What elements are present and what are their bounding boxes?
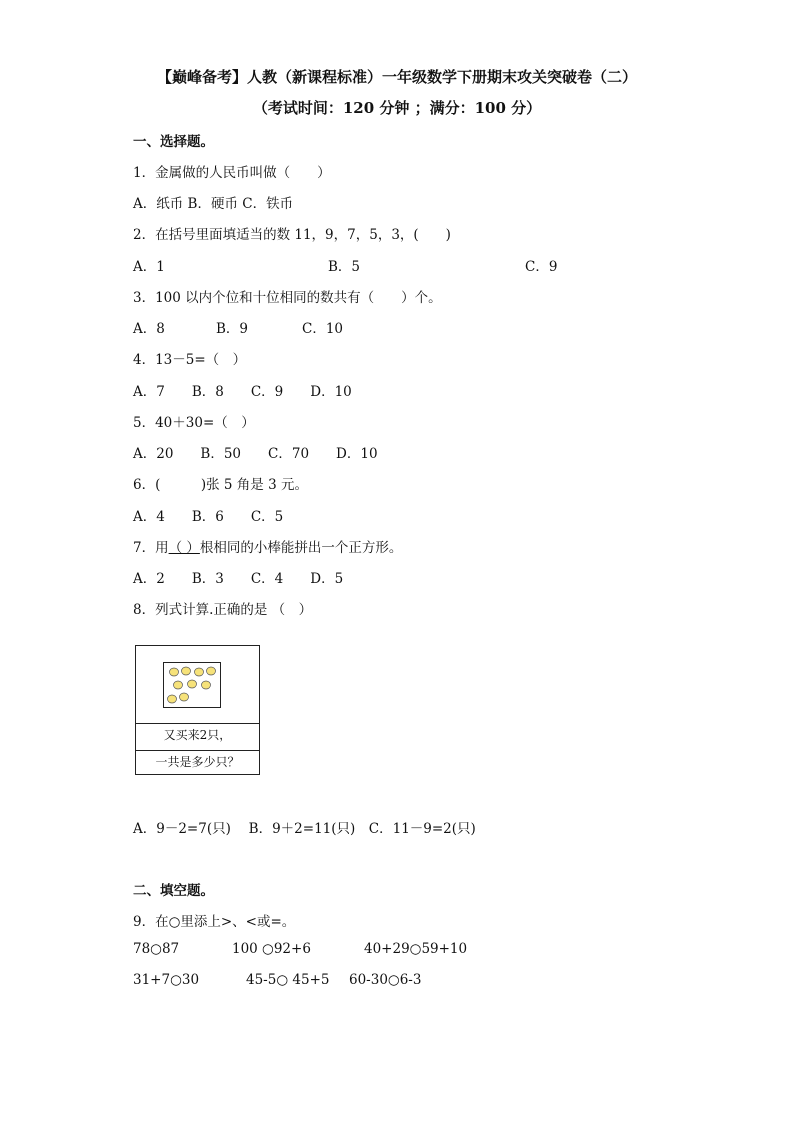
question-2-option-a: A．1 <box>133 259 165 275</box>
figure-caption-bought: 又买来2只， <box>136 723 259 746</box>
question-2-option-c: C．9 <box>525 259 558 275</box>
compare-item: 40+29○59+10 <box>364 941 468 957</box>
section-heading-choice: 一、选择题。 <box>133 134 214 150</box>
question-4-stem: 4．13－5=（ ） <box>133 352 247 368</box>
question-2-option-b: B．5 <box>328 259 361 275</box>
chicks-icon <box>163 662 221 708</box>
document-title: 【巅峰备考】人教（新课程标准）一年级数学下册期末攻关突破卷（二） <box>156 68 637 86</box>
question-8-options: A．9－2=7(只) B．9＋2=11(只) C．11－9=2(只) <box>133 821 476 837</box>
question-7-suffix: 根相同的小棒能拼出一个正方形。 <box>199 540 403 556</box>
question-7-blank: （ ） <box>168 540 200 556</box>
question-3-option-a: A．8 <box>133 321 165 337</box>
figure-caption-question: 一共是多少只？ <box>136 750 259 773</box>
compare-item: 100 ○92+6 <box>232 941 311 957</box>
chicks-drawing <box>164 663 220 707</box>
question-3-option-b: B．9 <box>216 321 249 337</box>
compare-item: 78○87 <box>133 941 180 957</box>
compare-item: 45-5○ 45+5 <box>246 972 330 988</box>
question-7-options: A．2 B．3 C．4 D．5 <box>133 571 344 587</box>
question-5-options: A．20 B．50 C．70 D．10 <box>133 446 378 462</box>
question-1-options: A．纸币 B．硬币 C．铁币 <box>133 196 294 212</box>
question-7-prefix: 7．用 <box>133 540 169 556</box>
compare-item: 60-30○6-3 <box>349 972 422 988</box>
question-6-options: A．4 B．6 C．5 <box>133 509 284 525</box>
question-7-stem <box>133 536 402 556</box>
question-6-stem: 6．( )张 5 角是 3 元。 <box>133 477 308 493</box>
section-heading-fill: 二、填空题。 <box>133 883 214 899</box>
question-8-stem: 8．列式计算.正确的是 （ ） <box>133 602 313 618</box>
exam-info: （考试时间：120 分钟 ；满分：100 分） <box>252 99 542 117</box>
question-1-stem: 1．金属做的人民币叫做（ ） <box>133 165 331 181</box>
question-3-option-c: C．10 <box>302 321 344 337</box>
question-5-stem: 5．40＋30=（ ） <box>133 415 255 431</box>
question-4-options: A．7 B．8 C．9 D．10 <box>133 384 352 400</box>
question-9-stem: 9．在○里添上>、<或=。 <box>133 914 296 930</box>
question-2-stem: 2．在括号里面填适当的数 11，9，7，5，3，( ) <box>133 227 451 243</box>
question-8-figure <box>135 645 260 775</box>
question-3-stem: 3．100 以内个位和十位相同的数共有（ ）个。 <box>133 290 442 306</box>
compare-item: 31+7○30 <box>133 972 200 988</box>
